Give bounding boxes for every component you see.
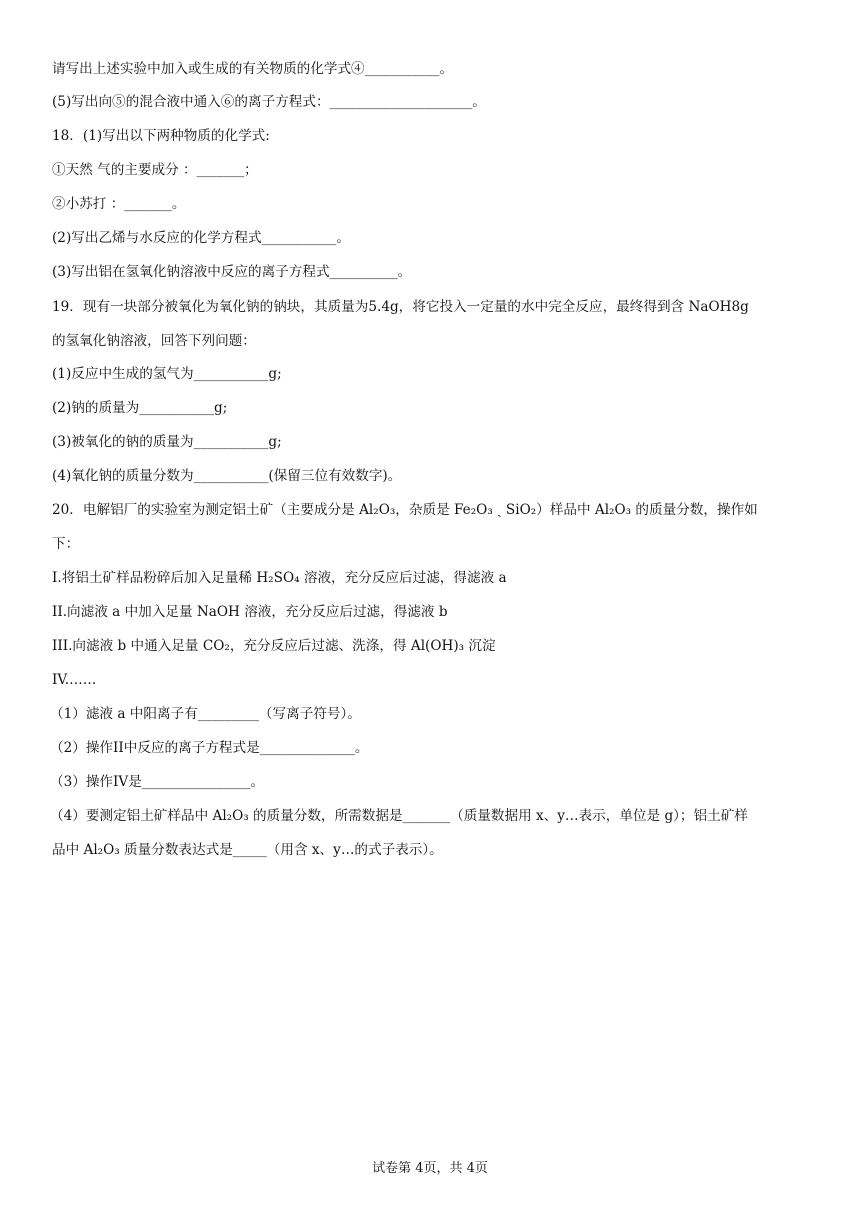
text-line: （4）要测定铝土矿样品中 Al₂O₃ 的质量分数，所需数据是_______（质量数据用 x、y…表示，单位是 g）；铝土矿样 bbox=[50, 808, 748, 824]
question-19-heading: 19．现有一块部分被氧化为氧化钠的钠块，其质量为5.4g，将它投入一定量的水中完全反应，最终得到含 NaOH8g bbox=[52, 299, 749, 315]
text-line: (4)氧化钠的质量分数为___________(保留三位有效数字)。 bbox=[52, 468, 402, 484]
text-line: （3）操作IV是________________。 bbox=[50, 774, 265, 790]
text-line: （2）操作II中反应的离子方程式是______________。 bbox=[50, 740, 369, 756]
question-18-heading: 18．(1)写出以下两种物质的化学式: bbox=[52, 128, 270, 144]
page-footer: 试卷第 4页，共 4页 bbox=[372, 1161, 488, 1176]
text-line: II.向滤液 a 中加入足量 NaOH 溶液，充分反应后过滤，得滤液 b bbox=[52, 604, 448, 620]
text-line: ②小苏打 ：_______。 bbox=[52, 196, 186, 212]
text-line: (1)反应中生成的氢气为___________g; bbox=[52, 366, 282, 382]
text-line: 的氢氧化钠溶液，回答下列问题： bbox=[52, 333, 256, 349]
text-line: （1）滤液 a 中阳离子有_________（写离子符号）。 bbox=[50, 706, 361, 722]
text-line: III.向滤液 b 中通入足量 CO₂，充分反应后过滤、洗涤，得 Al(OH)₃ 沉淀 bbox=[52, 638, 496, 654]
text-line: 请写出上述实验中加入或生成的有关物质的化学式④___________。 bbox=[52, 61, 454, 77]
text-line: I.将铝土矿样品粉碎后加入足量稀 H₂SO₄ 溶液，充分反应后过滤，得滤液 a bbox=[52, 570, 507, 586]
text-line: ①天然 气的主要成分 ：_______； bbox=[52, 162, 258, 178]
text-line: 下： bbox=[52, 536, 80, 552]
text-line: IV.…… bbox=[52, 672, 97, 688]
text-line: (2)钠的质量为___________g; bbox=[52, 400, 228, 416]
text-line: 品中 Al₂O₃ 质量分数表达式是_____（用含 x、y…的式子表示）。 bbox=[52, 842, 443, 858]
text-line: (5)写出向⑤的混合液中通入⑥的离子方程式：_____________________。 bbox=[52, 94, 486, 110]
question-20-heading: 20．电解铝厂的实验室为测定铝土矿（主要成分是 Al₂O₃，杂质是 Fe₂O₃ ˏ SiO₂）样品中 Al₂O₃ 的质量分数，操作如 bbox=[52, 502, 758, 518]
text-line: (2)写出乙烯与水反应的化学方程式___________。 bbox=[52, 230, 350, 246]
text-line: (3)写出铝在氢氧化钠溶液中反应的离子方程式__________。 bbox=[52, 264, 412, 280]
text-line: (3)被氧化的钠的质量为___________g; bbox=[52, 434, 282, 450]
